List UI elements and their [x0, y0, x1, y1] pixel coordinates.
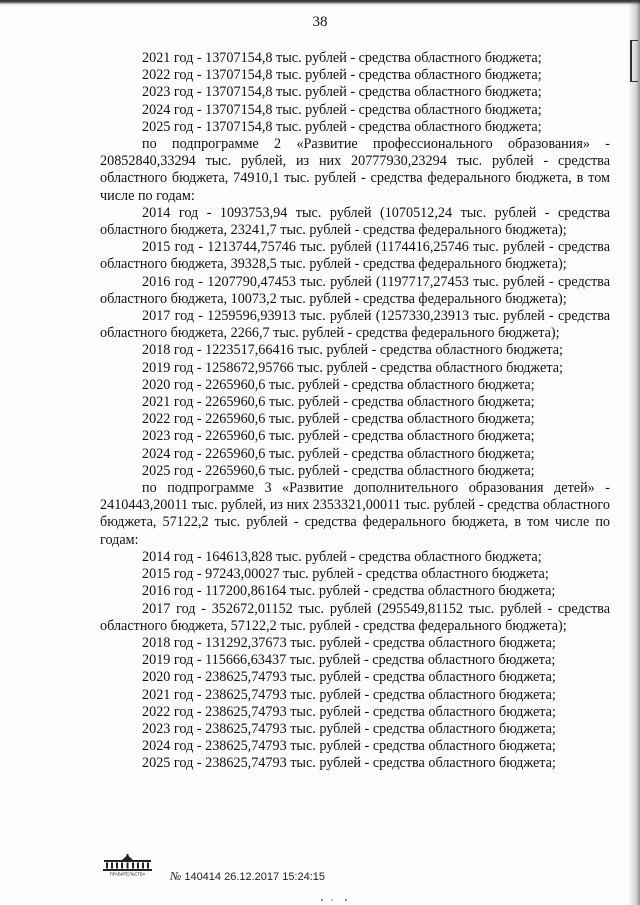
paragraph: 2025 год - 13707154,8 тыс. рублей - средства областного бюджета; — [142, 118, 542, 135]
paragraph: 2022 год - 2265960,6 тыс. рублей - средства областного бюджета; — [142, 411, 535, 428]
paragraph: 2019 год - 1258672,95766 тыс. рублей - средства областного бюджета; — [142, 359, 563, 376]
scan-artifact — [318, 898, 358, 902]
doc-stamp-text: 140414 26.12.2017 15:24:15 — [184, 871, 326, 883]
document-stamp — [170, 869, 325, 884]
paragraph: 2015 год - 1213744,75746 тыс. рублей (1174416,25746 тыс. рублей - средства областного бюджета, 39328,5 тыс. рублей - средства федерального бюджета); — [100, 239, 610, 273]
paragraph: 2015 год - 97243,00027 тыс. рублей - средства областного бюджета; — [142, 566, 549, 583]
paragraph: 2020 год - 238625,74793 тыс. рублей - средства областного бюджета; — [142, 669, 556, 686]
paragraph: 2017 год - 1259596,93913 тыс. рублей (1257330,23913 тыс. рублей - средства областного бюджета, 2266,7 тыс. рублей - средства федерального бюджета); — [100, 308, 610, 342]
paragraph: 2023 год - 13707154,8 тыс. рублей - средства областного бюджета; — [142, 84, 542, 101]
paragraph: 2021 год - 13707154,8 тыс. рублей - средства областного бюджета; — [142, 50, 542, 66]
document-body — [100, 50, 610, 773]
paragraph: 2024 год - 2265960,6 тыс. рублей - средства областного бюджета; — [142, 445, 535, 462]
scan-top-edge — [0, 0, 640, 6]
paragraph: 2018 год - 131292,37673 тыс. рублей - средства областного бюджета; — [142, 634, 556, 651]
paragraph: 2021 год - 238625,74793 тыс. рублей - средства областного бюджета; — [142, 686, 556, 703]
paragraph: 2021 год - 2265960,6 тыс. рублей - средства областного бюджета; — [142, 394, 535, 411]
paragraph: 2019 год - 115666,63437 тыс. рублей - средства областного бюджета; — [142, 652, 556, 669]
logo-caption: ПРАВИТЕЛЬСТВА — [109, 871, 146, 876]
paragraph: по подпрограмме 3 «Развитие дополнительного образования детей» - 2410443,20011 тыс. рублей, из них 2353321,00011 тыс. рублей - средства областного бюджета, 57122,2 тыс. рублей - средства федерального бюджета, в том числе по годам: — [100, 480, 610, 548]
paragraph: 2023 год - 2265960,6 тыс. рублей - средства областного бюджета; — [142, 428, 535, 445]
paragraph: 2016 год - 1207790,47453 тыс. рублей (1197717,27453 тыс. рублей - средства областного бюджета, 10073,2 тыс. рублей - средства федерального бюджета); — [100, 273, 610, 307]
paragraph: по подпрограмме 2 «Развитие профессионального образования» - 20852840,33294 тыс. рублей, из них 20777930,23294 тыс. рублей - средства областного бюджета, 74910,1 тыс. рублей - средства федерального бюджета, в том числе по годам: — [100, 136, 610, 204]
number-sign: № — [170, 869, 182, 883]
paragraph: 2025 год - 238625,74793 тыс. рублей - средства областного бюджета; — [142, 755, 556, 772]
paragraph: 2022 год - 13707154,8 тыс. рублей - средства областного бюджета; — [142, 67, 542, 84]
page-number: 38 — [312, 14, 328, 30]
paragraph: 2017 год - 352672,01152 тыс. рублей (295549,81152 тыс. рублей - средства областного бюджета, 57122,2 тыс. рублей - средства федерального бюджета); — [100, 600, 610, 634]
paragraph: 2022 год - 238625,74793 тыс. рублей - средства областного бюджета; — [142, 703, 556, 720]
paragraph: 2018 год - 1223517,66416 тыс. рублей - средства областного бюджета; — [142, 342, 563, 359]
paragraph: 2025 год - 2265960,6 тыс. рублей - средства областного бюджета; — [142, 462, 535, 479]
paragraph: 2023 год - 238625,74793 тыс. рублей - средства областного бюджета; — [142, 720, 556, 737]
paragraph: 2024 год - 13707154,8 тыс. рублей - средства областного бюджета; — [142, 101, 542, 118]
scan-right-edge — [628, 0, 640, 905]
paragraph: 2020 год - 2265960,6 тыс. рублей - средства областного бюджета; — [142, 376, 535, 393]
paragraph: 2016 год - 117200,86164 тыс. рублей - средства областного бюджета; — [142, 583, 556, 600]
paragraph: 2024 год - 238625,74793 тыс. рублей - средства областного бюджета; — [142, 738, 556, 755]
paragraph: 2014 год - 164613,828 тыс. рублей - средства областного бюджета; — [142, 548, 542, 565]
staple-mark — [630, 40, 638, 82]
government-building-logo — [100, 854, 155, 876]
paragraph: 2014 год - 1093753,94 тыс. рублей (1070512,24 тыс. рублей - средства областного бюджета, 23241,7 тыс. рублей - средства федерального бюджета); — [100, 204, 610, 239]
